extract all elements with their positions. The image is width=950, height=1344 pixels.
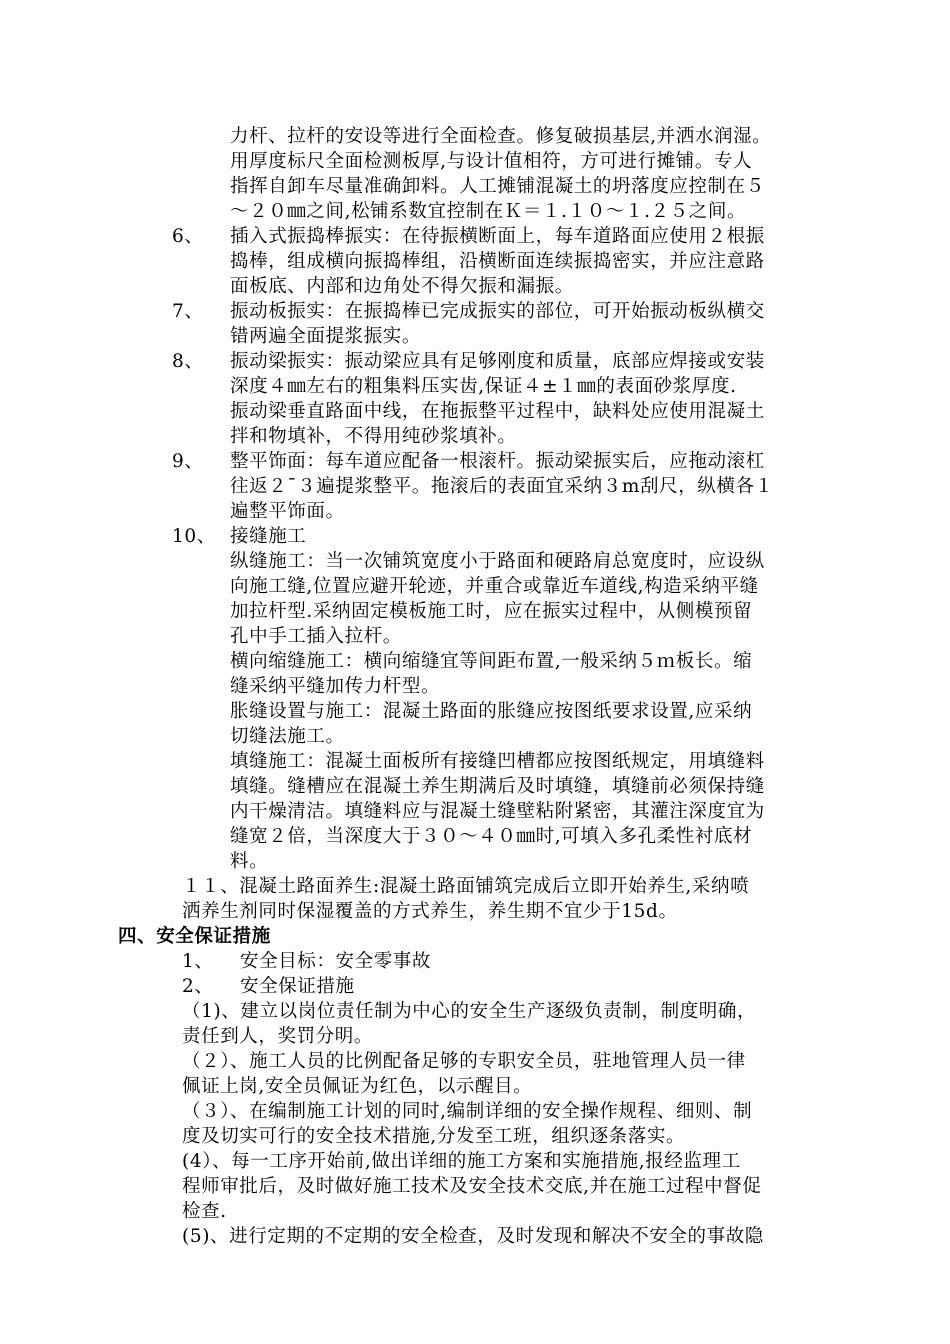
text-line: 孔中手工插入拉杆。 [230, 626, 402, 647]
text-line: （２）、施工人员的比例配备足够的专职安全员，驻地管理人员一律 [182, 1051, 746, 1072]
section-heading: 四、安全保证措施 [118, 926, 271, 947]
text-line: 错两遍全面提浆振实。 [230, 326, 422, 347]
item-number: 1、 [182, 951, 214, 972]
text-line: 填缝。缝槽应在混凝土养生期满后及时填缝，填缝前必须保持缝 [230, 776, 765, 797]
item-number: 6、 [172, 226, 204, 247]
text-line: （３）、在编制施工计划的同时,编制详细的安全操作规程、细则、制 [182, 1101, 753, 1122]
item-number: 7、 [172, 301, 204, 322]
text-line: 料。 [230, 851, 269, 872]
text-line: 加拉杆型.采纳固定模板施工时，应在振实过程中，从侧模预留 [230, 601, 753, 622]
text-line: 深度４㎜左右的粗集料压实齿,保证４±１㎜的表面砂浆厚度. [230, 376, 737, 397]
text-line: １１、混凝土路面养生:混凝土路面铺筑完成后立即开始养生,采纳喷 [182, 876, 750, 897]
text-line: 力杆、拉杆的安设等进行全面检查。修复破损基层,并洒水润湿。 [230, 126, 772, 147]
text-line: 切缝法施工。 [230, 726, 345, 747]
text-line: 佩证上岗,安全员佩证为红色，以示醒目。 [182, 1076, 533, 1097]
text-line: 指挥自卸车尽量准确卸料。人工摊铺混凝土的坍落度应控制在５ [230, 176, 765, 197]
text-line: 横向缩缝施工：横向缩缝宜等间距布置,一般采纳５ｍ板长。缩 [230, 651, 753, 672]
text-line: 安全保证措施 [240, 976, 355, 997]
text-line: 振动梁垂直路面中线，在拖振整平过程中，缺料处应使用混凝土 [230, 401, 765, 422]
text-line: 洒养生剂同时保湿覆盖的方式养生，养生期不宜少于15d。 [182, 901, 678, 922]
text-line: 往返２¯３遍提浆整平。拖滚后的表面宜采纳３m刮尺，纵横各１ [230, 476, 774, 497]
item-number: 8、 [172, 351, 204, 372]
text-line: 接缝施工 [230, 526, 307, 547]
text-line: 用厚度标尺全面检测板厚,与设计值相符，方可进行摊铺。专人 [230, 151, 753, 172]
text-line: (5)、进行定期的不定期的安全检查，及时发现和解决不安全的事故隐 [182, 1226, 764, 1247]
text-line: 责任到人，奖罚分明。 [182, 1026, 374, 1047]
text-line: （1)、建立以岗位责任制为中心的安全生产逐级负责制，制度明确， [182, 1001, 757, 1022]
text-line: 振动板振实：在振捣棒已完成振实的部位，可开始振动板纵横交 [230, 301, 765, 322]
text-line: 程师审批后，及时做好施工技术及安全技术交底,并在施工过程中督促 [182, 1176, 762, 1197]
text-line: 缝采纳平缝加传力杆型。 [230, 676, 441, 697]
text-line: 插入式振捣棒振实：在待振横断面上，每车道路面应使用２根振 [230, 226, 765, 247]
text-line: 填缝施工：混凝土面板所有接缝凹槽都应按图纸规定，用填缝料 [230, 751, 765, 772]
text-line: 拌和物填补，不得用纯砂浆填补。 [230, 426, 517, 447]
text-line: 缝宽２倍，当深度大于３０～４０㎜时,可填入多孔柔性衬底材 [230, 826, 753, 847]
text-line: 向施工缝,位置应避开轮迹，并重合或靠近车道线,构造采纳平缝 [230, 576, 759, 597]
text-line: 纵缝施工：当一次铺筑宽度小于路面和硬路肩总宽度时，应设纵 [230, 551, 765, 572]
text-line: ～２０㎜之间,松铺系数宜控制在Ｋ＝１.１０～１.２５之间。 [230, 201, 747, 222]
text-line: (4）、每一工序开始前,做出详细的施工方案和实施措施,报经监理工 [182, 1151, 741, 1172]
text-line: 振动梁振实：振动梁应具有足够刚度和质量，底部应焊接或安装 [230, 351, 765, 372]
text-line: 整平饰面：每车道应配备一根滚杆。振动梁振实后，应拖动滚杠 [230, 451, 765, 472]
text-line: 面板底、内部和边角处不得欠振和漏振。 [230, 276, 574, 297]
text-line: 捣棒，组成横向振捣棒组，沿横断面连续振捣密实，并应注意路 [230, 251, 765, 272]
text-line: 胀缝设置与施工：混凝土路面的胀缝应按图纸要求设置,应采纳 [230, 701, 753, 722]
item-number: 9、 [172, 451, 204, 472]
text-line: 内干燥清洁。填缝料应与混凝土缝壁粘附紧密，其灌注深度宜为 [230, 801, 765, 822]
text-line: 检查. [182, 1201, 227, 1222]
text-line: 遍整平饰面。 [230, 501, 345, 522]
item-number: 10、 [172, 526, 216, 547]
item-number: 2、 [182, 976, 214, 997]
text-line: 度及切实可行的安全技术措施,分发至工班，组织逐条落实。 [182, 1126, 686, 1147]
text-line: 安全目标：安全零事故 [240, 951, 432, 972]
